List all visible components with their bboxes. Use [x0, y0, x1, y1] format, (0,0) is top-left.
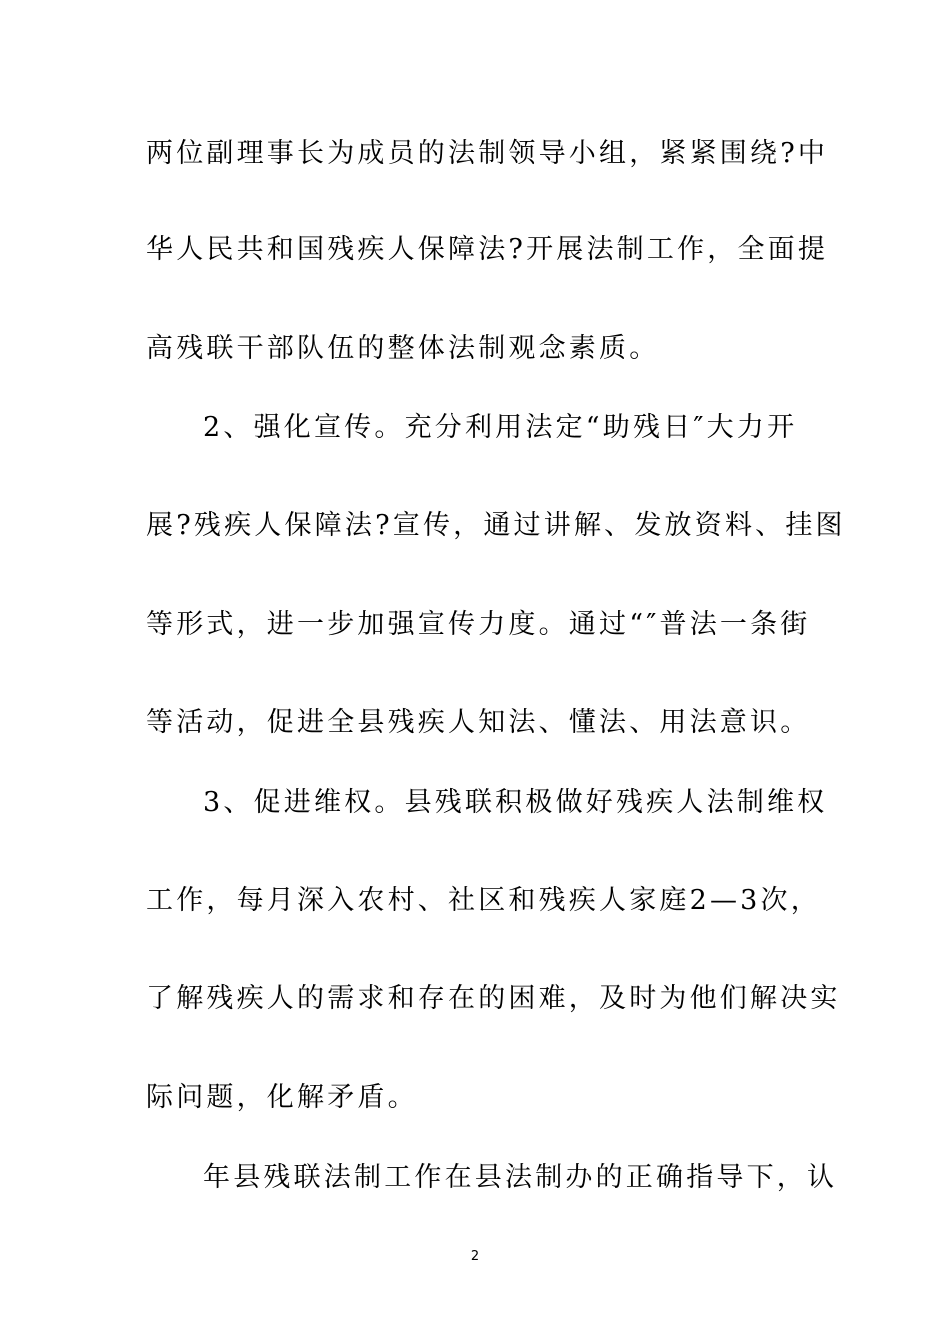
text-line: 工作，每月深入农村、社区和残疾人家庭2—3次，	[146, 885, 821, 916]
text-line: 了解残疾人的需求和存在的困难，及时为他们解决实	[146, 983, 841, 1014]
text-line: 等活动，促进全县残疾人知法、懂法、用法意识。	[146, 707, 811, 738]
page-number: 2	[470, 1249, 480, 1264]
paragraph-first-line: 3、促进维权。县残联积极做好残疾人法制维权	[203, 787, 828, 818]
paragraph-first-line: 年县残联法制工作在县法制办的正确指导下，认	[203, 1162, 838, 1193]
text-line: 高残联干部队伍的整体法制观念素质。	[146, 333, 660, 364]
text-line: 际问题，化解矛盾。	[146, 1082, 418, 1113]
paragraph-first-line: 2、强化宣传。充分利用法定“助残日″大力开	[203, 412, 798, 443]
text-line: 两位副理事长为成员的法制领导小组，紧紧围绕?中	[146, 138, 829, 169]
text-line: 展?残疾人保障法?宣传，通过讲解、发放资料、挂图	[146, 510, 846, 541]
text-line: 等形式，进一步加强宣传力度。通过“″普法一条街	[146, 609, 811, 640]
text-line: 华人民共和国残疾人保障法?开展法制工作，全面提	[146, 234, 829, 265]
